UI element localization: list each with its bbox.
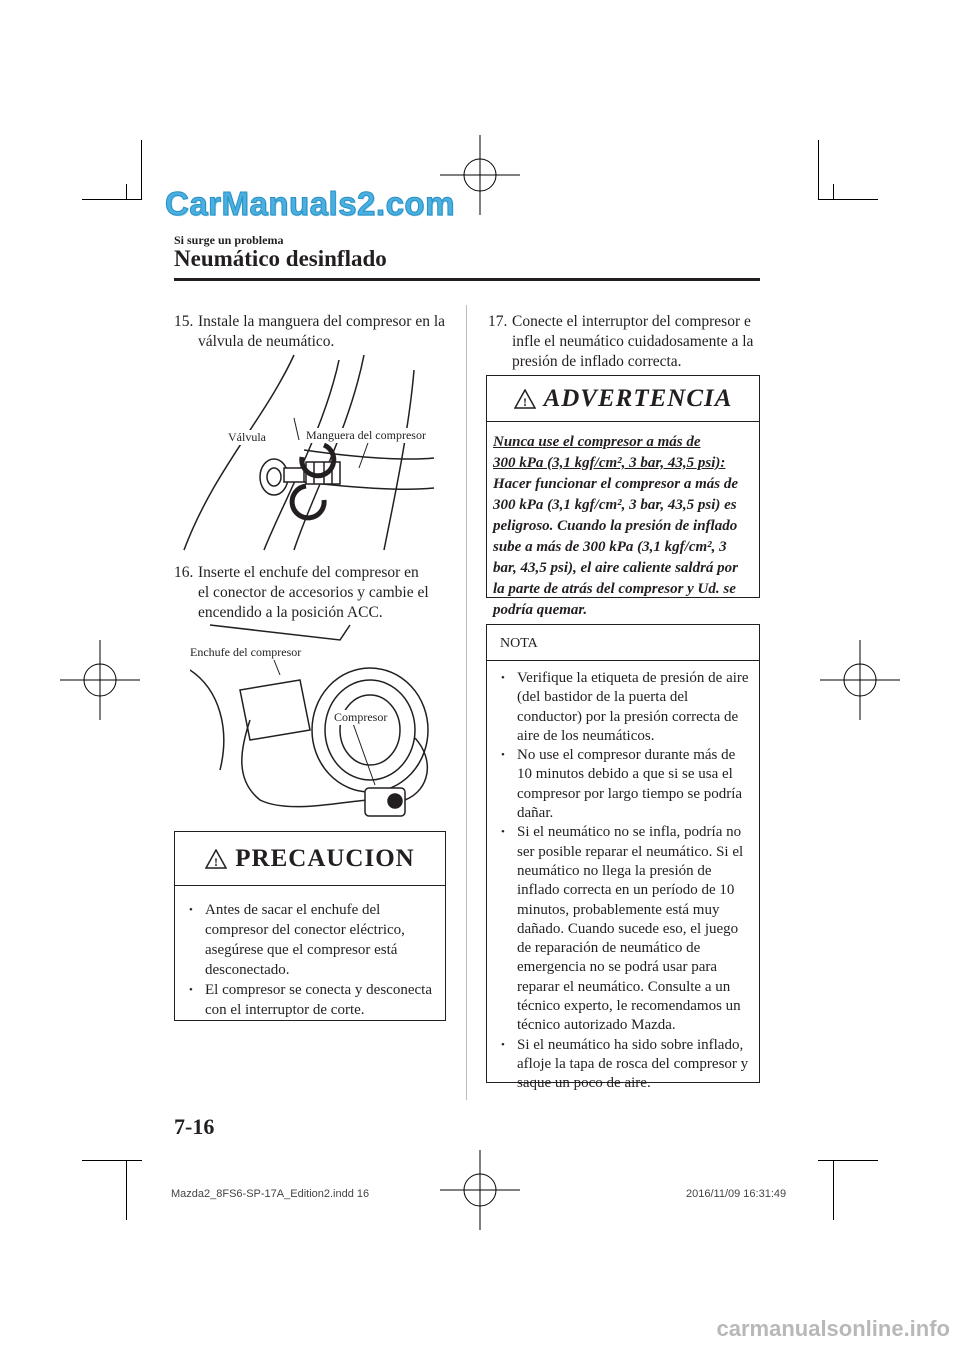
list-item: • Si el neumático no se infla, podría no ser posible reparar el neumático. Si el neumático no llega la presión de inflado correcta en un período de 10 minutos, probablemente está muy dañado. Cuando sucede eso, el juego de reparación de neumático de emergencia no se podrá usar para reparar el neumático. Consulte a un técnico experto, le recomendamos un técnico autorizado Mazda. — [493, 823, 753, 1035]
step-16: 16. Inserte el enchufe del compresor en el conector de accesorios y cambie el encendido a la posición ACC. — [174, 564, 429, 621]
list-item: • El compresor se conecta y desconecta con el interruptor de corte. — [181, 980, 435, 1020]
valve-hose-illustration — [174, 350, 449, 555]
warning-title: ADVERTENCIA — [543, 384, 733, 412]
warning-text: Nunca use el compresor a más de 300 kPa (3,1 kgf/cm², 3 bar, 43,5 psi): Hacer funcionar el compresor a más de 300 kPa (3,1 kgf/cm², 3 bar, 43,5 psi) es peligroso. Cuando la presión de inflado sube a más de 300 kPa (3,1 kgf/cm², 3 bar, 43,5 psi), el aire caliente saldrá por la parte de atrás del compresor y Ud. se podría quemar. — [493, 434, 738, 618]
note-list — [487, 661, 759, 1094]
note-title: NOTA — [487, 625, 759, 661]
footer-timestamp: 2016/11/09 16:31:49 — [686, 1188, 787, 1200]
caution-header — [175, 832, 445, 886]
list-item: • Si el neumático ha sido sobre inflado, afloje la tapa de rosca del compresor y saque un poco de aire. — [493, 1036, 753, 1094]
column-divider — [466, 305, 467, 1100]
watermark-bottom: carmanualsonline.info — [716, 1316, 950, 1341]
warning-triangle-icon — [205, 849, 227, 869]
label-compressor-hose: Manguera del compresor — [306, 428, 426, 442]
title-rule — [174, 278, 760, 281]
label-valve: Válvula — [228, 430, 266, 444]
step-17: 17. Conecte el interruptor del compresor e infle el neumático cuidadosamente a la presión de inflado correcta. — [488, 313, 754, 370]
watermark-logo: CarManuals2.com — [165, 185, 455, 222]
warning-box — [486, 375, 760, 618]
page-title: Neumático desinflado — [174, 246, 387, 271]
registration-mark-bottom — [440, 1150, 520, 1230]
list-item: • Verifique la etiqueta de presión de aire (del bastidor de la puerta del conductor) por la presión correcta de aire de los neumáticos. — [493, 669, 753, 746]
caution-box — [174, 831, 446, 1021]
registration-mark-left — [60, 640, 140, 720]
warning-header — [487, 376, 759, 422]
svg-text:!: ! — [214, 854, 219, 869]
page-number: 7-16 — [174, 1114, 215, 1139]
warning-triangle-icon — [514, 389, 536, 409]
section-label: Si surge un problema — [174, 233, 284, 247]
note-box — [486, 624, 760, 1092]
registration-mark-right — [820, 640, 900, 720]
caution-title: PRECAUCION — [235, 844, 415, 872]
step-15: 15. Instale la manguera del compresor en la válvula de neumático. — [174, 313, 446, 350]
label-compressor-plug: Enchufe del compresor — [190, 645, 302, 659]
caution-list — [175, 886, 445, 1020]
svg-text:!: ! — [522, 394, 527, 409]
label-compressor: Compresor — [334, 710, 388, 724]
list-item: • Antes de sacar el enchufe del compresor del conector eléctrico, asegúrese que el compresor está desconectado. — [181, 900, 435, 980]
footer-filename: Mazda2_8FS6-SP-17A_Edition2.indd 16 — [171, 1188, 370, 1200]
list-item: • No use el compresor durante más de 10 minutos debido a que si se usa el compresor por largo tiempo se podría dañar. — [493, 746, 753, 823]
